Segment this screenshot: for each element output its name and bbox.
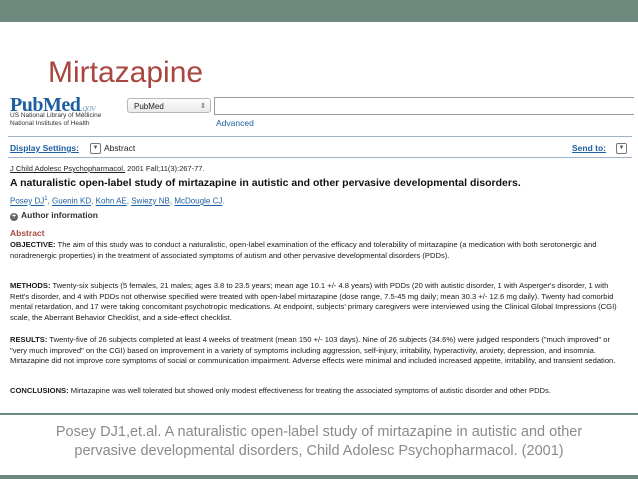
header-divider — [8, 136, 632, 137]
pubmed-screenshot — [2, 90, 632, 412]
database-select[interactable] — [127, 98, 211, 113]
citation-details: 2001 Fall;11(3):267-77. — [125, 164, 205, 173]
author-information-label: Author information — [21, 210, 98, 220]
conclusions-label: CONCLUSIONS: — [10, 386, 69, 395]
slide-title: Mirtazapine — [48, 56, 204, 89]
author-link[interactable]: McDougle CJ — [174, 196, 223, 206]
journal-citation — [10, 164, 205, 173]
settings-divider — [8, 157, 632, 158]
abstract-heading: Abstract — [10, 228, 45, 238]
author-information-toggle[interactable] — [10, 210, 98, 221]
author-list: Posey $DJ^1$, Guenin KD, Kohn AE, Swiezy NB, McDougle CJ. — [10, 196, 225, 206]
author-link[interactable]: Swiezy NB — [131, 196, 170, 206]
database-select-value: PubMed — [134, 102, 164, 111]
article-title: A naturalistic open-label study of mirtazapine in autistic and other pervasive developmental disorders. — [10, 177, 521, 189]
slide-caption — [0, 423, 638, 461]
send-to-link[interactable]: Send to: — [572, 143, 606, 153]
logo-pub-text: Pub — [10, 94, 43, 116]
objective-text: The aim of this study was to conduct a naturalistic, open-label examination of the efficacy and tolerability of mirtazapine (a medication with both serotonergic and noradrenergic properties) in the treatment of associated symptoms of autism and other pervasive developmental disorders (PDDs). — [10, 240, 597, 260]
expand-plus-icon: + — [11, 213, 17, 220]
conclusions-text: Mirtazapine was well tolerated but showed only modest effectiveness for treating the associated symptoms of autistic disorder and other PDDs. — [68, 386, 551, 395]
abstract-results — [10, 335, 625, 367]
author-link[interactable]: Guenin KD — [52, 196, 92, 206]
search-input[interactable] — [214, 97, 634, 115]
results-text: Twenty-five of 26 subjects completed at least 4 weeks of treatment (mean 150 +/- 103 days). Nine of 26 subjects (34.6%) were judged responders ("much improved" or "very much improved" on the CGI) based on improvement in a variety of symptoms including aggression, self-injury, irritability, hyperactivity, anxiety, depression, and insomnia. Mirtazapine did not improve core symptoms of social or communication impairment. Adverse effects were minimal and included increased appetite, irritability, and transient sedation. — [10, 335, 616, 365]
abstract-objective — [10, 240, 625, 261]
advanced-search-link[interactable]: Advanced — [216, 118, 254, 128]
results-label: RESULTS: — [10, 335, 48, 344]
logo-med-text: Med — [42, 94, 81, 116]
nlm-line-1: US National Library of Medicine — [10, 112, 102, 119]
select-updown-icon: ⇕ — [200, 103, 206, 110]
objective-label: OBJECTIVE: — [10, 240, 56, 249]
methods-text: Twenty-six subjects (5 females, 21 males; ages 3.8 to 23.5 years; mean age 10.1 +/- 4.8 years) with PDDs (20 with autistic disorder, 1 with Asperger's disorder, 1 with Rett's disorder, and 4 with PDDs not otherwise specified were treated with open-label mirtazapine (dose range, 7.5-45 mg daily; mean 30.3 +/- 12.6 mg daily). Twenty had comorbid mental retardation, and 17 were taking concomitant psychotropic medications. At endpoint, subjects' primary caregivers were interviewed using the Clinical Global Impressions (CGI) scale, the Aberrant Behavior Checklist, and a side-effect checklist. — [10, 281, 617, 322]
display-settings-dropdown-icon[interactable]: ▼ — [90, 143, 101, 154]
abstract-methods — [10, 281, 625, 323]
slide-bottom-bar — [0, 475, 638, 479]
caption-line-1: Posey DJ1,et.al. A naturalistic open-label study of mirtazapine in autistic and other — [55, 424, 583, 440]
display-settings-link[interactable]: Display Settings: — [10, 143, 79, 153]
display-settings-value: Abstract — [104, 143, 136, 153]
author-link[interactable]: Posey DJ — [10, 196, 45, 206]
journal-link[interactable]: J Child Adolesc Psychopharmacol. — [10, 164, 126, 173]
methods-label: METHODS: — [10, 281, 51, 290]
nlm-label — [10, 112, 101, 127]
send-to-dropdown-icon[interactable]: ▼ — [616, 143, 627, 154]
slide-top-bar — [0, 0, 638, 22]
nlm-line-2: National Institutes of Health — [10, 119, 90, 127]
logo-gov-text: .gov — [80, 103, 96, 114]
abstract-conclusions — [10, 386, 625, 397]
caption-line-2: pervasive developmental disorders, Child Adolesc Psychopharmacol. (2001) — [74, 443, 564, 459]
author-affiliation-sup: 1 — [44, 196, 48, 202]
slide-divider — [0, 413, 638, 415]
author-link[interactable]: Kohn AE — [95, 196, 127, 206]
